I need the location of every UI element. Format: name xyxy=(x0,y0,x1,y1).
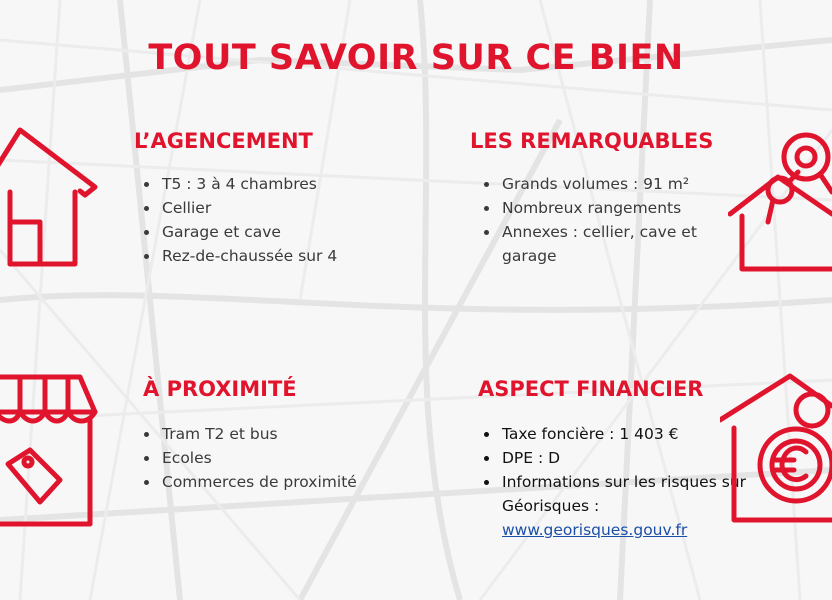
list-item: • T5 : 3 à 4 chambres xyxy=(160,172,337,196)
list-item: • Ecoles xyxy=(160,446,357,470)
section-title-agencement: L’AGENCEMENT xyxy=(134,129,313,153)
list-item: • Taxe foncière : 1 403 € xyxy=(500,422,750,446)
list-remarquables xyxy=(476,172,745,268)
list-agencement xyxy=(136,172,337,268)
list-item: • Tram T2 et bus xyxy=(160,422,357,446)
georisques-link[interactable]: www.georisques.gouv.fr xyxy=(502,521,688,539)
shop-icon xyxy=(0,372,100,532)
risk-info-text: Informations sur les risques sur Géorisques : xyxy=(502,473,746,515)
euro-house-icon xyxy=(720,368,832,533)
house-icon xyxy=(0,122,100,272)
list-item: • Nombreux rangements xyxy=(500,196,745,220)
list-item: • Annexes : cellier, cave et garage xyxy=(500,220,745,268)
list-proximite xyxy=(136,422,357,494)
list-item xyxy=(500,470,750,542)
list-item: • Garage et cave xyxy=(160,220,337,244)
list-item: • Rez-de-chaussée sur 4 xyxy=(160,244,337,268)
section-title-remarquables: LES REMARQUABLES xyxy=(470,129,714,153)
list-item: • Commerces de proximité xyxy=(160,470,357,494)
list-item: • DPE : D xyxy=(500,446,750,470)
list-item: • Cellier xyxy=(160,196,337,220)
section-title-financier: ASPECT FINANCIER xyxy=(478,377,704,401)
page-title: TOUT SAVOIR SUR CE BIEN xyxy=(148,38,684,78)
list-financier xyxy=(476,422,750,542)
section-title-proximite: À PROXIMITÉ xyxy=(143,377,297,401)
house-keys-icon xyxy=(728,122,832,282)
list-item: • Grands volumes : 91 m² xyxy=(500,172,745,196)
